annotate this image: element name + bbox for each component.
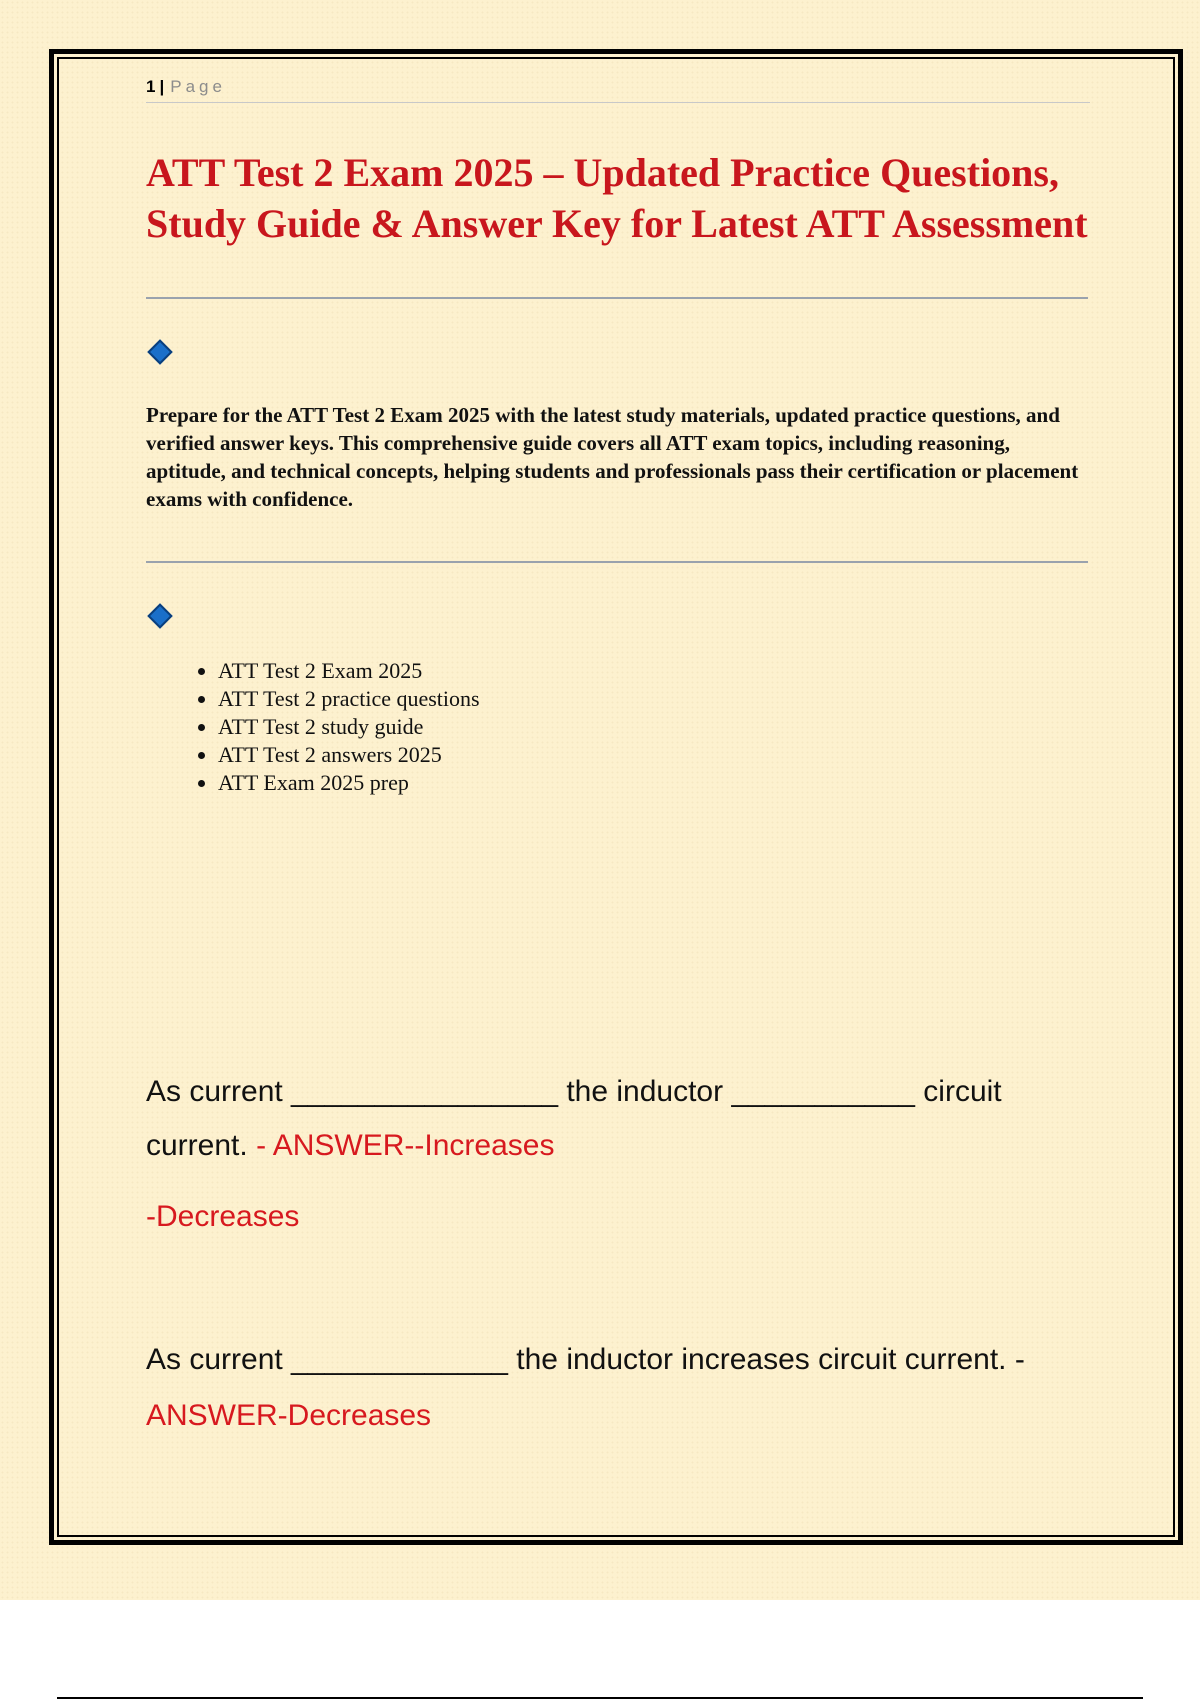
diamond-bullet-icon [147, 339, 172, 364]
list-item: • ATT Test 2 Exam 2025 [218, 657, 1090, 685]
question-text: As current ________________ the inductor ___________ circuit current. [146, 1075, 1002, 1162]
horizontal-divider [146, 561, 1088, 563]
intro-paragraph: Prepare for the ATT Test 2 Exam 2025 with the latest study materials, updated practice questions, and verified answer keys. This comprehensive guide covers all ATT exam topics, including reasoning, aptitude, and technical concepts, helping students and professionals pass their certification or placement exams with confidence. [146, 403, 1079, 511]
page-separator: | [159, 77, 165, 96]
list-item: • ATT Test 2 practice questions [218, 685, 1090, 713]
list-item: • ATT Test 2 answers 2025 [218, 741, 1090, 769]
answer-text: ANSWER-Decreases [146, 1399, 432, 1432]
horizontal-divider [146, 297, 1088, 299]
diamond-bullet-icon [147, 603, 172, 628]
question-text: As current _____________ the inductor increases circuit current. - [146, 1343, 1025, 1376]
question-1 [146, 1065, 1096, 1173]
list-item: • ATT Test 2 study guide [218, 713, 1090, 741]
page-content [146, 72, 1090, 797]
answer-extra: -Decreases [146, 1200, 300, 1233]
answer-text: - ANSWER--Increases [256, 1129, 555, 1162]
page-word: Page [170, 77, 226, 96]
list-item: • ATT Exam 2025 prep [218, 769, 1090, 797]
page-number: 1 [146, 77, 156, 96]
question-2 [146, 1332, 1096, 1444]
footer-divider [57, 1697, 1143, 1699]
keyword-list [146, 657, 1090, 797]
page-header [146, 72, 1090, 103]
document-title: ATT Test 2 Exam 2025 – Updated Practice Questions, Study Guide & Answer Key for Latest ATT Assessment [146, 150, 1088, 246]
